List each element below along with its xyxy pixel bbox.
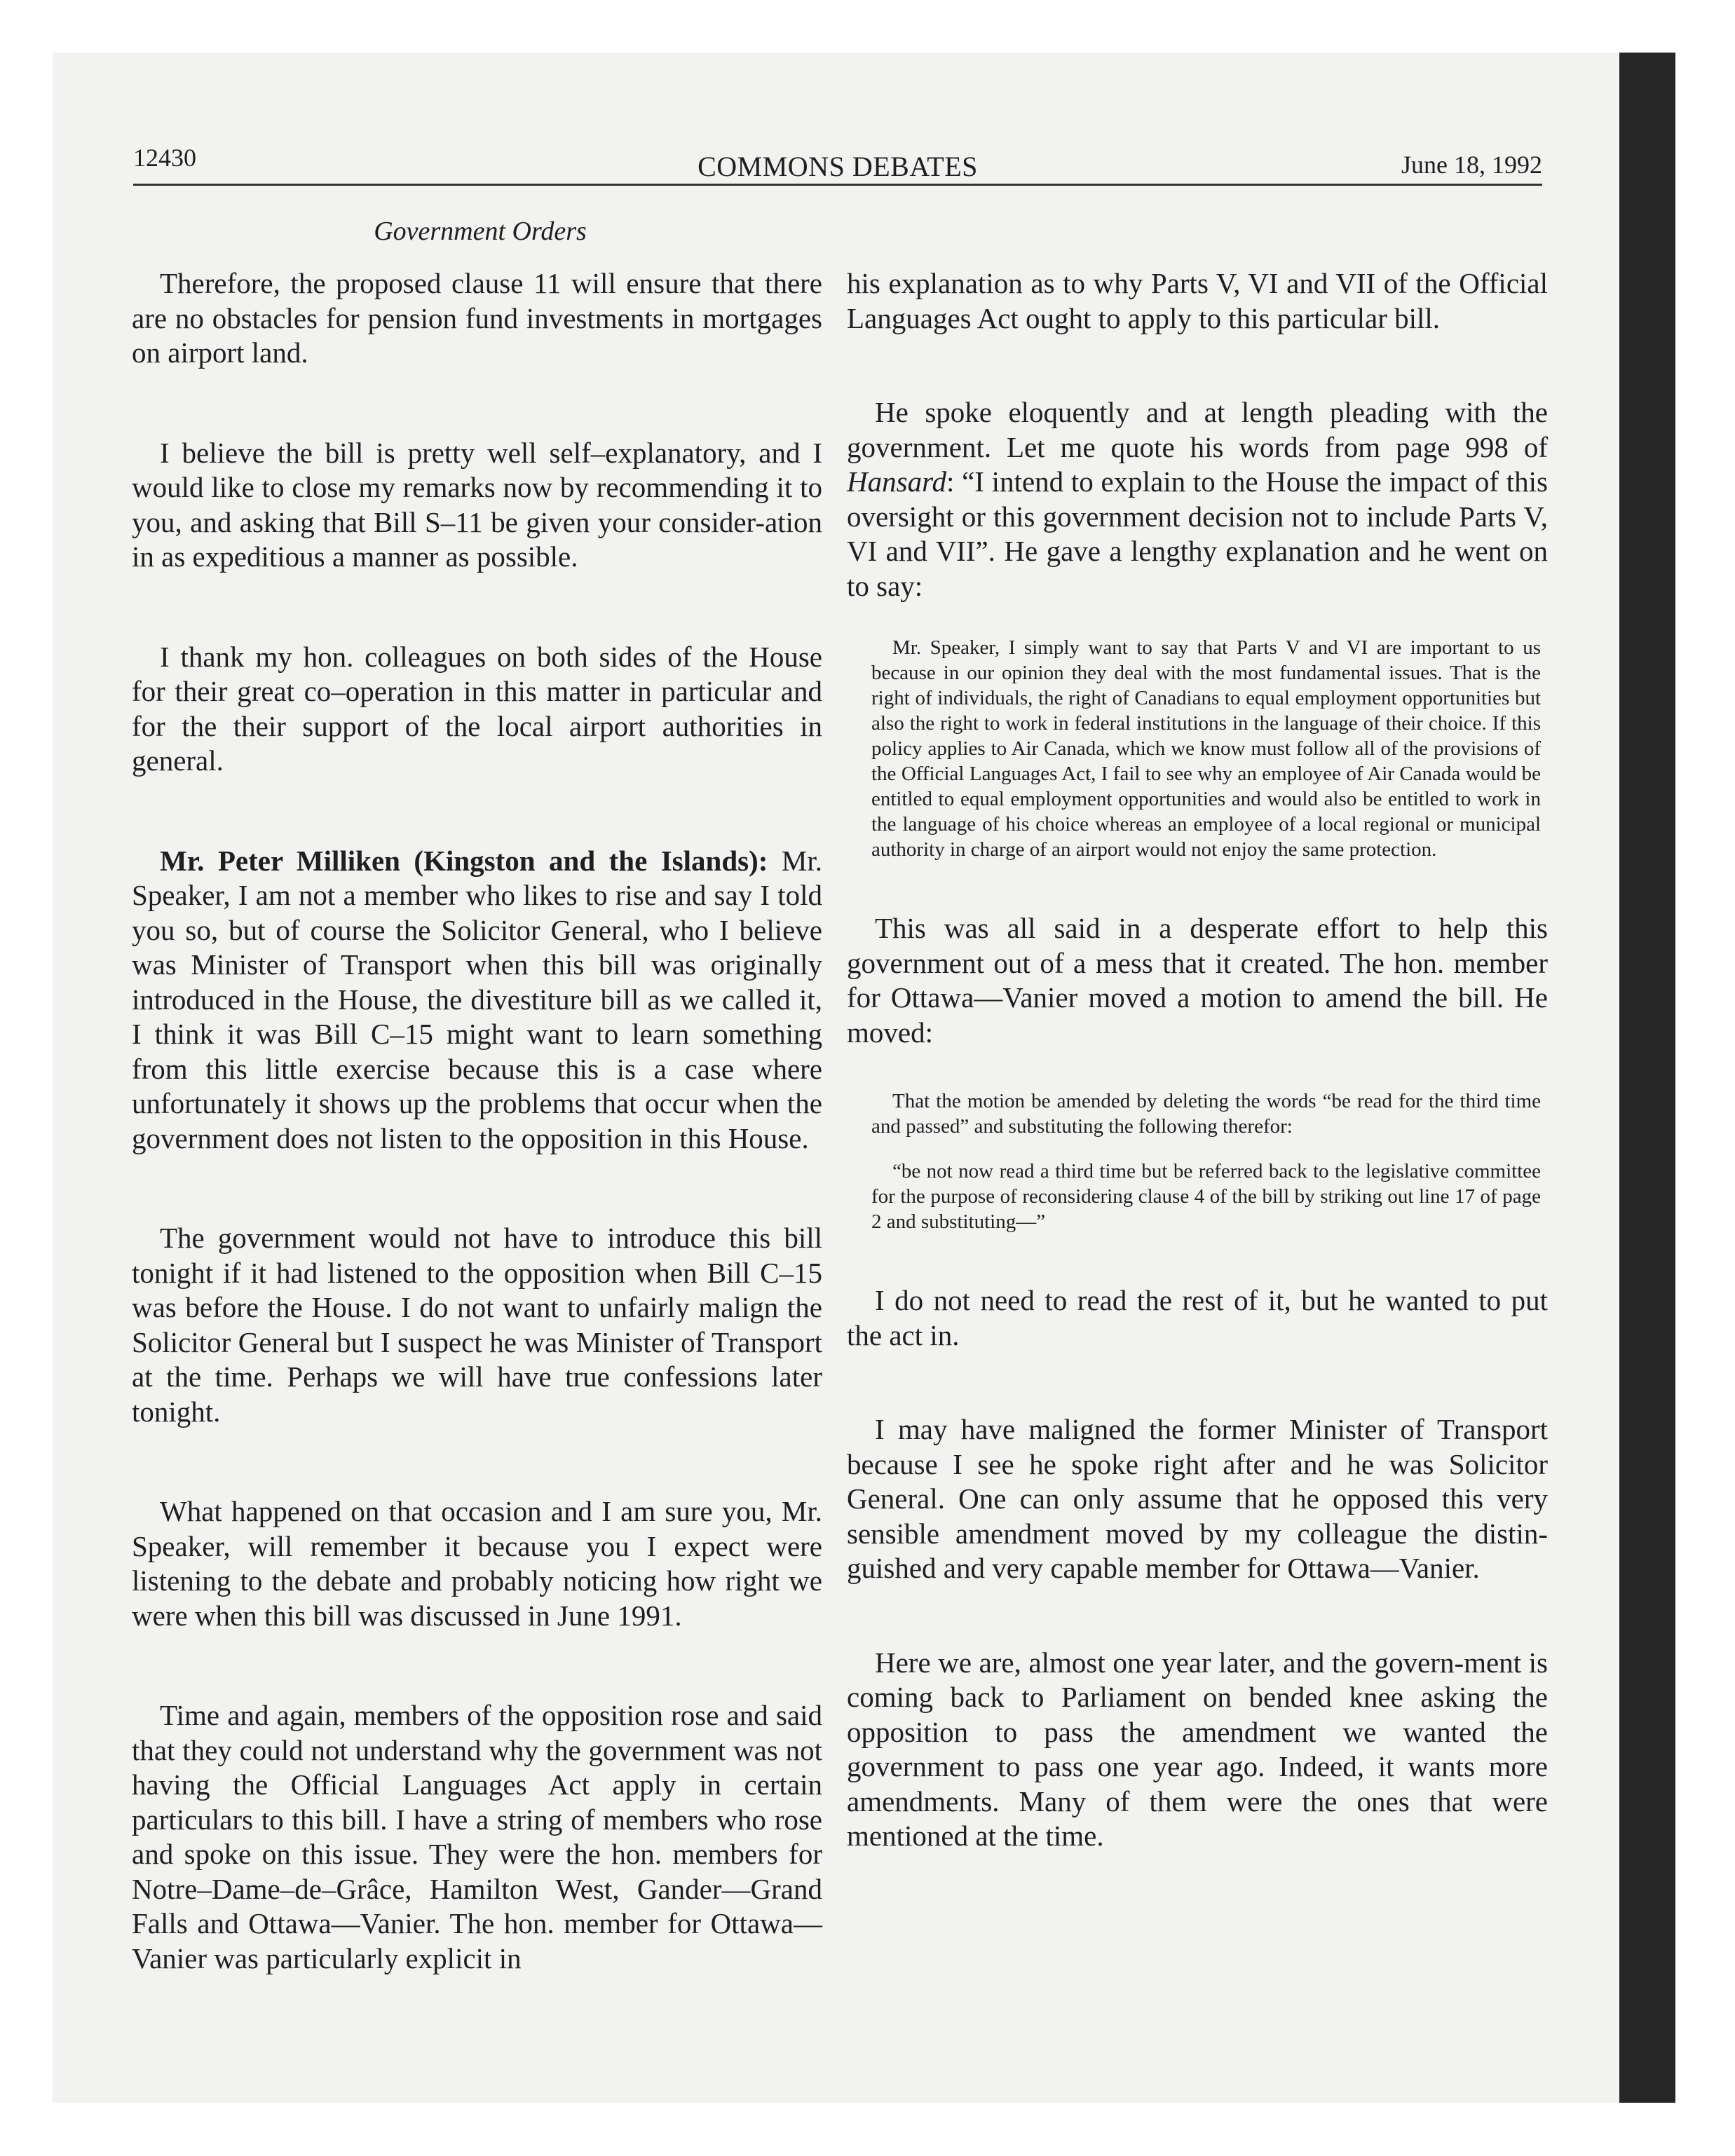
paragraph: I do not need to read the rest of it, but he wanted to put the act in. (847, 1284, 1548, 1351)
paragraph: Time and again, members of the opposition rose and said that they could not understand why the government was not having the Official Languages Act apply in certain particulars to this bill. I have a string of members who rose and spoke on this issue. They were the hon. members for Notre–Dame–de–Grâce, Hamilton West, Gander—Grand Falls and Ottawa—Vanier. The hon. member for Ottawa—Vanier was particularly explicit in (132, 1699, 822, 1974)
paragraph: I believe the bill is pretty well self–explanatory, and I would like to close my remarks now by recommending it to you, and asking that Bill S–11 be given your consider-ation in as expeditious a manner as possible. (132, 436, 822, 573)
paragraph (847, 395, 1548, 603)
section-title: Government Orders (374, 217, 587, 246)
paragraph: Therefore, the proposed clause 11 will ensure that there are no obstacles for pension fund investments in mortgages on airport land. (132, 267, 822, 369)
speech-text: Mr. Speaker, I am not a member who likes to rise and say I told you so, but of course the Solicitor General, who I believe was Minister of Transport when this bill was originally introduced in the House, the divestiture bill as we called it, I think it was Bill C–15 might want to learn something from this little exercise because this is a case where unfortunately it shows up the problems that occur when the government does not listen to the opposition in this House. (132, 844, 822, 1154)
block-quote: “be not now read a third time but be referred back to the legislative committee for the purpose of reconsidering clause 4 of the bill by striking out line 17 of page 2 and substituting—” (871, 1160, 1541, 1233)
scan-binding-edge (1619, 53, 1675, 2103)
text-span: He spoke eloquently and at length pleading with the government. Let me quote his words from page 998 of (847, 396, 1548, 463)
block-quote: That the motion be amended by deleting the words “be read for the third time and passed” and substituting the following therefor: (871, 1090, 1541, 1138)
block-quote: Mr. Speaker, I simply want to say that Parts V and VI are important to us because in our opinion they deal with the most fundamental issues. That is the right of individuals, the right of Canadians to equal employment opportunities but also the right to work in federal institutions in the language of their choice. If this policy applies to Air Canada, which we know must follow all of the provisions of the Official Languages Act, I fail to see why an employee of Air Canada would be entitled to equal employment opportunities and would also be entitled to work in the language of his choice whereas an employee of a local regional or municipal authority in charge of an airport would not enjoy the same protection. (871, 636, 1541, 861)
text-span: : “I intend to explain to the House the impact of this oversight or this government decision not to include Parts V, VI and VII”. He gave a lengthy explanation and he went on to say: (847, 465, 1548, 602)
paragraph: The government would not have to introduce this bill tonight if it had listened to the opposition when Bill C–15 was before the House. I do not want to unfairly malign the Solicitor General but I suspect he was Minister of Transport at the time. Perhaps we will have true confessions later tonight. (132, 1222, 822, 1428)
speaker-name: Mr. Peter Milliken (Kingston and the Islands): (160, 844, 768, 877)
paragraph: What happened on that occasion and I am sure you, Mr. Speaker, will remember it because you I expect were listening to the debate and probably noticing how right we were when this bill was discussed in June 1991. (132, 1495, 822, 1632)
hansard-italic: Hansard (847, 465, 946, 498)
page-date: June 18, 1992 (1401, 151, 1542, 179)
speech-paragraph (132, 844, 822, 1157)
paragraph: I thank my hon. colleagues on both sides of the House for their great co–operation in this matter in particular and for the their support of the local airport authorities in general. (132, 640, 822, 777)
paragraph: his explanation as to why Parts V, VI and VII of the Official Languages Act ought to apply to this particular bill. (847, 267, 1548, 334)
paragraph: Here we are, almost one year later, and the govern-ment is coming back to Parliament on bended knee asking the opposition to pass the amendment we wanted the government to pass one year ago. Indeed, it wants more amendments. Many of them were the ones that were mentioned at the time. (847, 1646, 1548, 1852)
page-header (133, 140, 1542, 186)
publication-title: COMMONS DEBATES (698, 151, 978, 182)
right-column (847, 266, 1548, 1913)
paragraph: This was all said in a desperate effort to help this government out of a mess that it created. The hon. member for Ottawa—Vanier moved a motion to amend the bill. He moved: (847, 912, 1548, 1049)
page-number: 12430 (133, 144, 196, 172)
paragraph: I may have maligned the former Minister of Transport because I see he spoke right after and he was Solicitor General. One can only assume that he opposed this very sensible amendment moved by my colleague the distin-guished and very capable member for Ottawa—Vanier. (847, 1413, 1548, 1584)
left-column (132, 266, 822, 2035)
